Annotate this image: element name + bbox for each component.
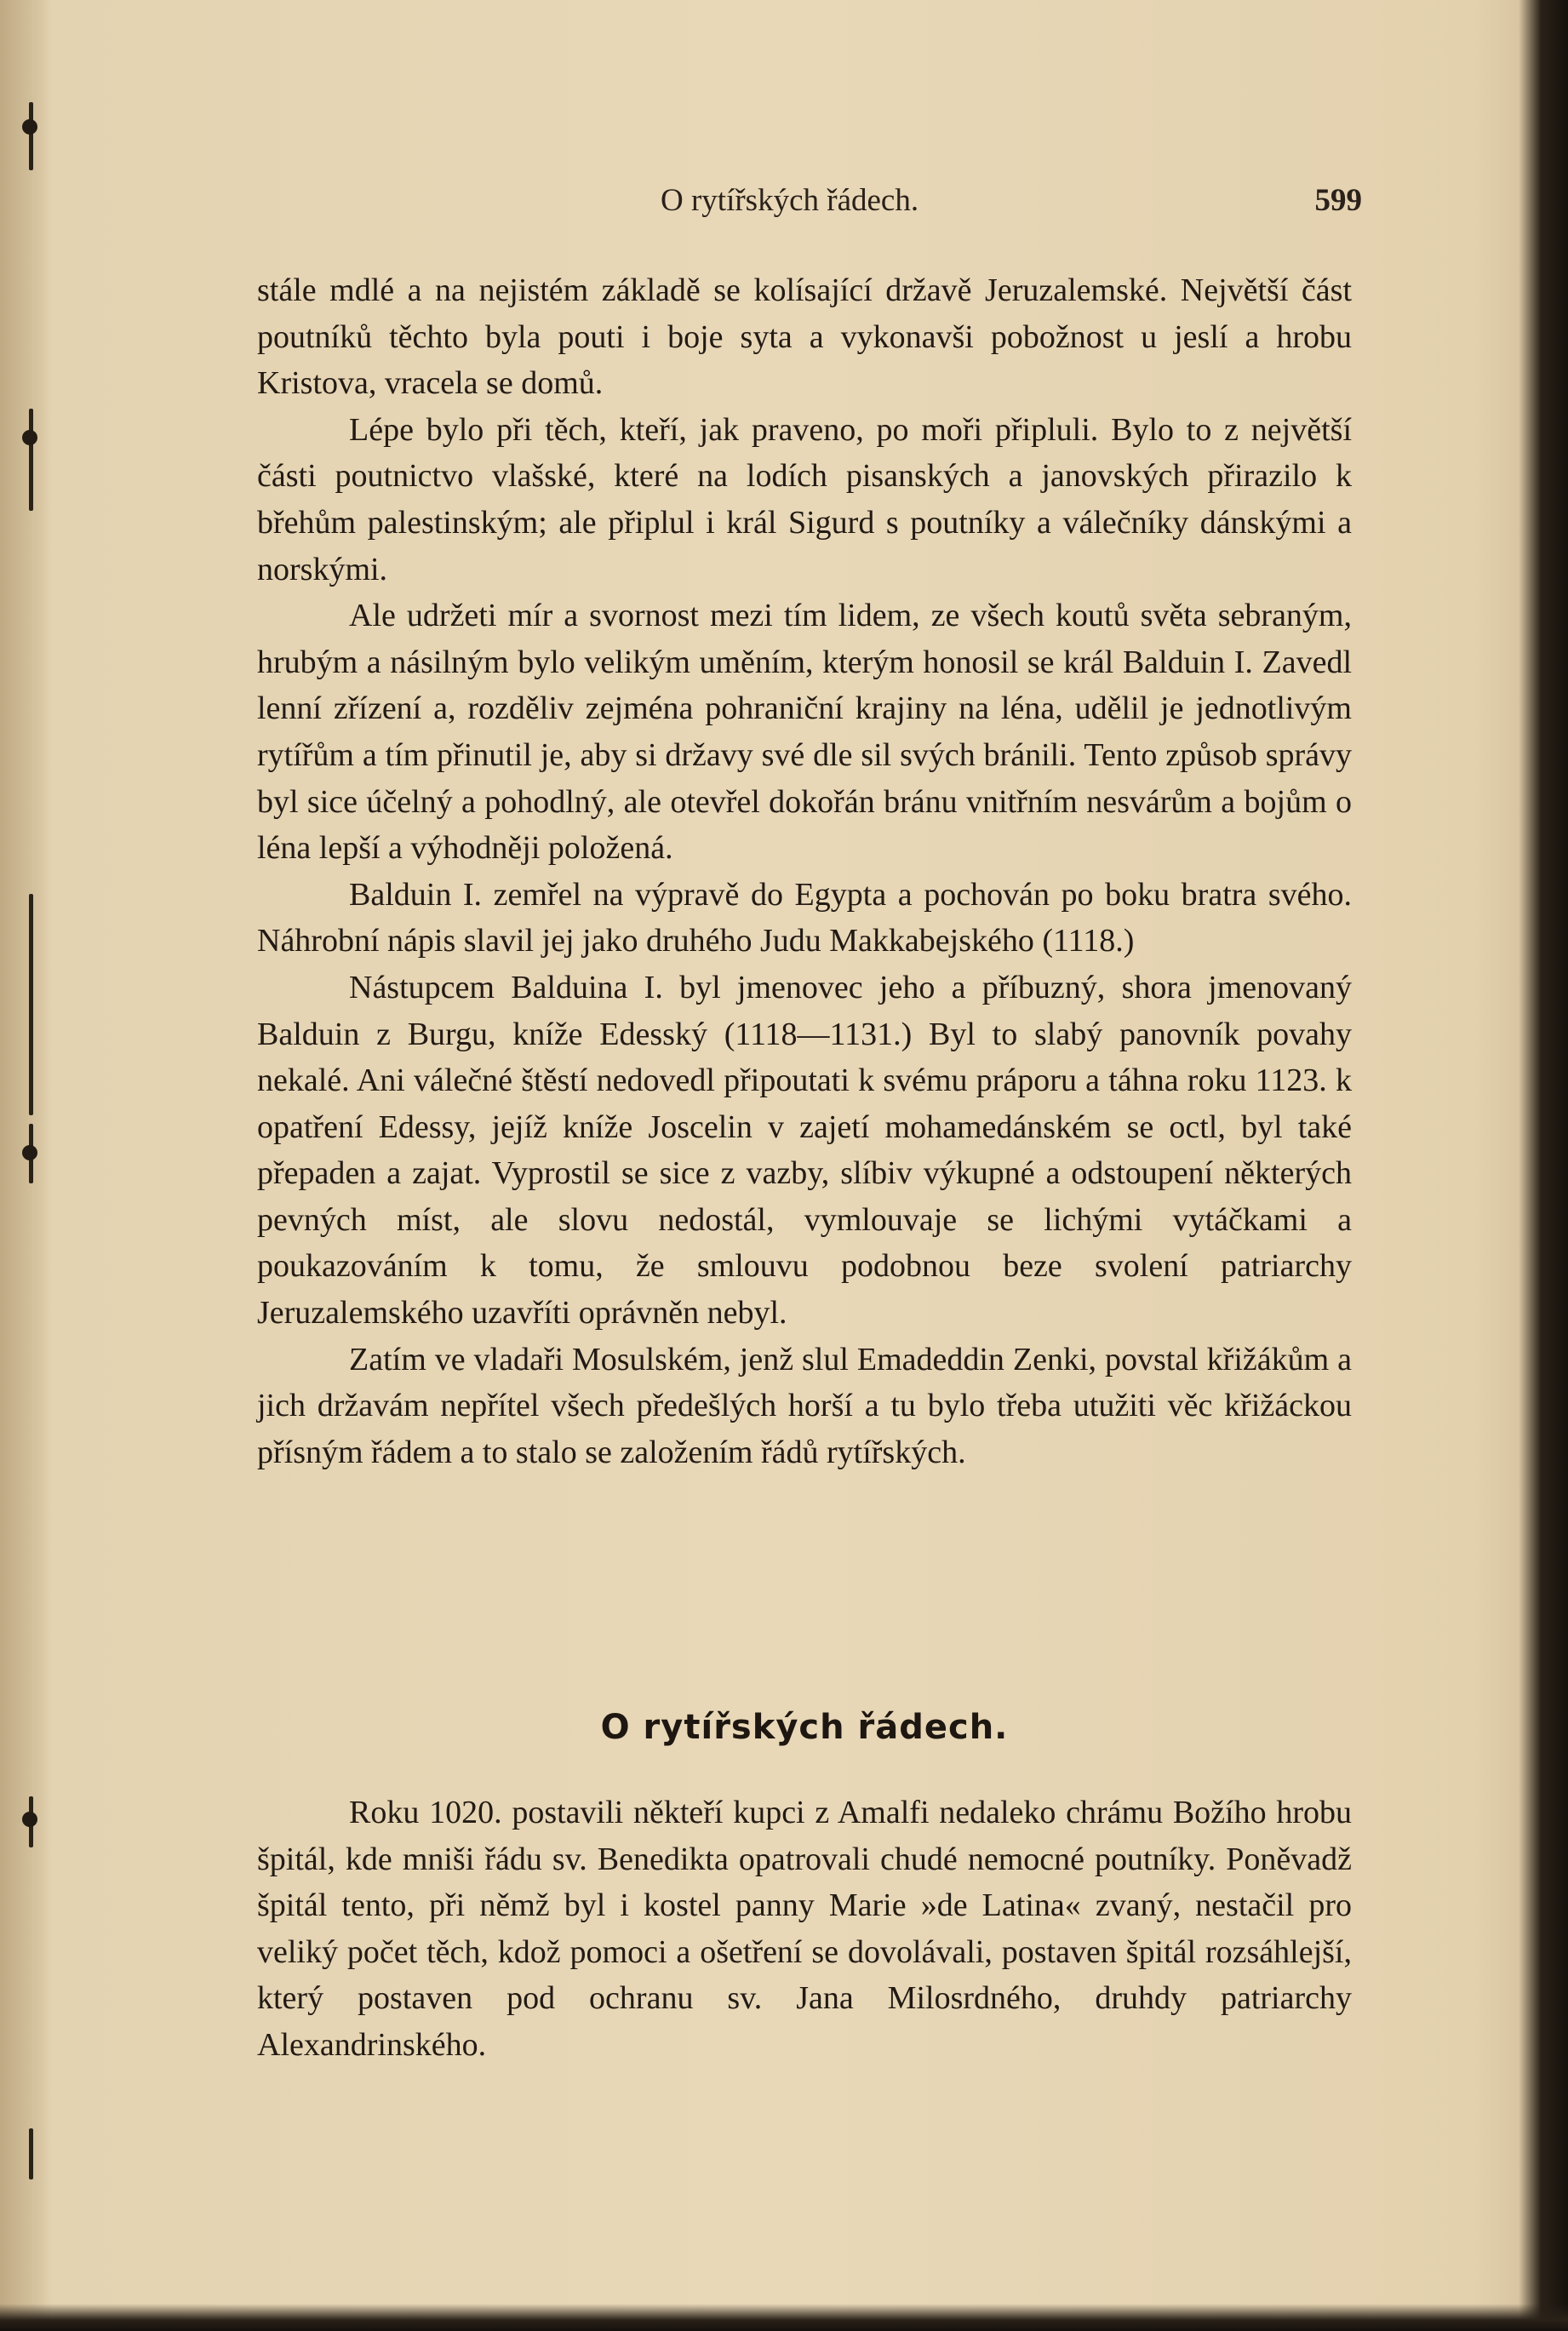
paragraph: Ale udržeti mír a svornost mezi tím lidem, ze všech koutů světa sebraným, hrubým a násilným bylo velikým uměním, kterým honosil se král Balduin I. Zavedl lenní zřízení a, rozděliv zejména pohraniční krajiny na léna, udělil je jednotlivým rytířům a tím přinutil je, aby si državy své dle sil svých bránili. Tento způsob správy byl sice účelný a pohodlný, ale otevřel dokořán bránu vnitřním nesvárům a bojům o léna lepší a výhodněji položená. [257,598,1352,867]
binding-stitch [22,1812,37,1827]
paragraph: Lépe bylo při těch, kteří, jak praveno, po moři připluli. Bylo to z největší části poutnictvo vlašské, které na lodích pisanských a janovských přirazilo k břehům palestinským; ale připlul i král Sigurd s poutníky a válečníky dánskými a norskými. [257,411,1352,587]
page-gutter [0,0,53,2331]
page-right-edge [1519,0,1568,2331]
page-bottom-edge [0,2304,1568,2331]
paragraph: Nástupcem Balduina I. byl jmenovec jeho a příbuzný, shora jmenovaný Balduin z Burgu, kníže Edesský (1118—1131.) Byl to slabý panovník povahy nekalé. Ani válečné štěstí nedovedl připoutati k svému práporu a táhna roku 1123. k opatření Edessy, jejíž kníže Joscelin v zajetí mohamedánském se octl, byl také přepaden a zajat. Vyprostil se sice z vazby, slíbiv výkupné a odstoupení některých pevných míst, ale slovu nedostál, vymlouvaje se lichými vytáčkami a poukazováním k tomu, že smlouvu podobnou beze svolení patriarchy Jeruzalemského uzavříti oprávněn nebyl. [257,969,1352,1332]
binding-thread [29,2128,33,2179]
paragraph: stále mdlé a na nejistém základě se kolísající državě Jeruzalemské. Největší část poutníků těchto byla pouti i boje syta a vykonavši pobožnost u jeslí a hrobu Kristova, vracela se domů. [257,272,1352,402]
paragraph: Roku 1020. postavili někteří kupci z Amalfi nedaleko chrámu Božího hrobu špitál, kde mniši řádu sv. Benedikta opatrovali chudé nemocné poutníky. Poněvadž špitál tento, při němž byl i kostel panny Marie »de Latina« zvaný, nestačil pro veliký počet těch, kdož pomoci a ošetření se dovolávali, postaven špitál rozsáhlejší, který postaven pod ochranu sv. Jana Milosrdného, druhdy patriarchy Alexandrinského. [257,1795,1352,2063]
binding-thread [29,894,33,1115]
section-body [257,1790,1352,2069]
binding-stitch [22,1145,37,1160]
binding-stitch [22,430,37,445]
body-text [257,267,1352,1475]
paragraph: Balduin I. zemřel na výpravě do Egypta a pochován po boku bratra svého. Náhrobní nápis slavil jej jako druhého Judu Makkabejského (1118.) [257,876,1352,959]
binding-stitch [22,119,37,135]
binding-thread [29,102,33,170]
page-header [255,182,1362,225]
running-head: O rytířských řádech. [661,183,919,218]
binding-thread [29,409,33,511]
page-number: 599 [1314,183,1362,218]
section-heading: O rytířských řádech. [600,1708,1009,1747]
paragraph: Zatím ve vladaři Mosulském, jenž slul Emadeddin Zenki, povstal křižákům a jich državám nepřítel všech předešlých horší a tu bylo třeba utužiti věc křižáckou přísným řádem a to stalo se založením řádů rytířských. [257,1341,1352,1470]
